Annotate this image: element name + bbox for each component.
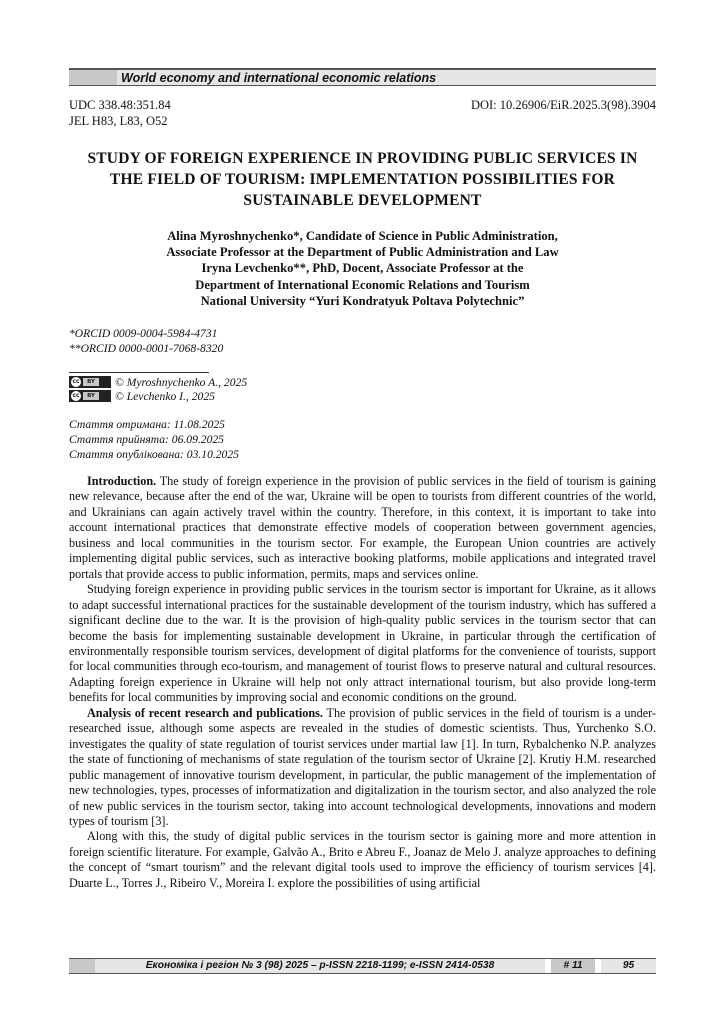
- date-published: Стаття опублікована: 03.10.2025: [69, 448, 239, 462]
- cc-icon: cc: [72, 392, 80, 399]
- classification-codes: [69, 98, 171, 129]
- paragraph: [69, 582, 656, 706]
- section-heading: Introduction.: [87, 474, 157, 488]
- page-number: 95: [601, 959, 656, 973]
- date-received: Стаття отримана: 11.08.2025: [69, 418, 225, 431]
- author-line: Department of International Economic Relations and Tourism: [195, 277, 530, 292]
- running-header: [69, 68, 656, 86]
- author-line: National University “Yuri Kondratyuk Poltava Polytechnic”: [200, 293, 525, 308]
- paragraph-text: The provision of public services in the field of tourism is a under-researched issue, although some aspects are revealed in the studies of domestic scientists. Thus, Yurchenko S.O. investigates the quality of state regulation of tourist services under martial law [1]. In turn, Rybalchenko N.P. analyzes the state of functioning of mechanisms of state regulation of the tourism sector of Ukraine [2]. Krutiy H.M. researched public management of innovative tourism development, in particular, the public management of the implementation of new technologies, types, processes of informatization and digitalization in the tourism sector, and also analyzed the role of new public services in the tourism sector, taking into account technological developments, innovations and modern types of tourism [3].: [69, 705, 656, 828]
- cc-icon: cc: [72, 378, 80, 385]
- doi-text: DOI: 10.26906/EiR.2025.3(98).3904: [470, 98, 656, 112]
- copyright-text: © Levchenko I., 2025: [115, 389, 215, 403]
- date-accepted: Стаття прийнята: 06.09.2025: [69, 433, 224, 447]
- paragraph-text: Studying foreign experience in providing public services in the tourism sector is important for Ukraine, as it allows to adapt successful international practices for the sustainable development of the tourism industry, which has suffered a significant decline due to the war. It is the provision of high-quality public services in the tourism sector that can become the basis for implementing sustainable development in Ukraine, in particular through the certification of environmentally responsible tourism services, development of digital platforms for the convenience of tourists, support for local communities through eco-tourism, and management of tourist flows to preserve natural and cultural resources. Adapting foreign experience in Ukraine will help not only attract international tourism, but also provide long-term benefits for local communities by improving social and economic conditions on the ground.: [69, 582, 656, 705]
- doi[interactable]: [471, 98, 656, 114]
- author-block: [69, 228, 656, 309]
- section-heading: Analysis of recent research and publications.: [87, 705, 323, 720]
- copyright-divider: [69, 372, 209, 373]
- cc-by-license-icon[interactable]: [69, 390, 111, 402]
- author-line: Iryna Levchenko**, PhD, Docent, Associate Professor at the: [201, 261, 524, 276]
- orcid-second[interactable]: **ORCID 0000-0001-7068-8320: [69, 341, 224, 355]
- author-line: Alina Myroshnychenko*, Candidate of Science in Public Administration,: [167, 229, 558, 243]
- copyright-row: [69, 375, 247, 389]
- udc-code: UDC 338.48:351.84: [69, 98, 171, 112]
- paragraph: [69, 829, 656, 891]
- by-icon: BY: [83, 392, 99, 400]
- paragraph-analysis: [69, 706, 656, 830]
- paragraph-text: Along with this, the study of digital public services in the tourism sector is gaining more and more attention in foreign scientific literature. For example, Galvão A., Brito e Abreu F., Joanaz de Melo J. analyze approaches to defining the concept of “smart tourism” and the relevant digital tools used to improve the efficiency of tourism services [4]. Duarte L., Torres J., Ribeiro V., Moreira I. explore the possibilities of using artificial: [69, 829, 656, 890]
- footer-journal-info: Економіка і регіон № 3 (98) 2025 – p-ISSN 2218-1199; e-ISSN 2414-0538: [95, 959, 545, 973]
- paragraph-text: The study of foreign experience in the provision of public services in the field of tourism is gaining new relevance, because after the end of the war, Ukraine will be open to tourists from different countries of the world, and Ukrainians can again actively travel within the country. Therefore, in this context, it is important to take into account international practices that demonstrate effective models of cooperation between government agencies, business and local communities in the tourism sector. For example, the European Union countries are actively implementing digital public services, such as interactive booking platforms, mobile applications and integrated travel portals that provide access to public information, permits, maps and services online.: [69, 474, 656, 581]
- article-dates: [69, 417, 239, 463]
- journal-section-title: World economy and international economic relations: [121, 71, 437, 85]
- footer-issue-number: # 11: [551, 959, 595, 973]
- jel-code: JEL H83, L83, O52: [69, 113, 168, 128]
- paragraph-introduction: [69, 474, 656, 582]
- header-accent-block: [69, 70, 117, 85]
- author-line: Associate Professor at the Department of Public Administration and Law: [166, 245, 559, 260]
- article-body: [69, 474, 656, 891]
- footer-accent-block: [69, 959, 95, 973]
- orcid-block: [69, 327, 223, 356]
- orcid-first[interactable]: *ORCID 0009-0004-5984-4731: [69, 327, 218, 340]
- by-icon: BY: [83, 378, 99, 386]
- running-footer: [69, 958, 656, 974]
- copyright-text: © Myroshnychenko A., 2025: [115, 375, 248, 389]
- article-title: STUDY OF FOREIGN EXPERIENCE IN PROVIDING PUBLIC SERVICES IN THE FIELD OF TOURISM: IMPLEMENTATION POSSIBILITIES FOR SUSTAINABLE DEVELOPMENT: [87, 150, 638, 209]
- cc-by-license-icon[interactable]: [69, 376, 111, 388]
- copyright-row: [69, 389, 215, 403]
